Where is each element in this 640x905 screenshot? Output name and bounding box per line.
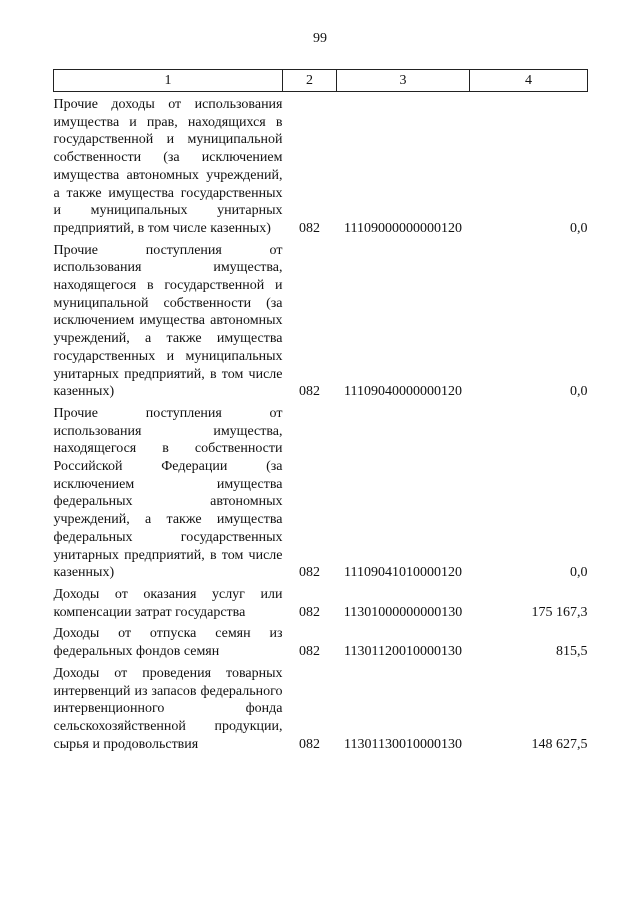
header-column-code: 2 — [283, 70, 337, 92]
row-amount: 0,0 — [570, 220, 588, 236]
row-amount: 0,0 — [570, 384, 588, 400]
row-name: Прочие поступления от использования имущества, находящегося в собственности Российской Федерации (за исключением имущества федеральных автономных учреждений, а также имущества федеральных государственных унитарных предприятий, в том числе казенных) — [53, 405, 283, 581]
table-body — [54, 92, 588, 757]
row-code: 082 — [299, 565, 320, 581]
row-name: Доходы от проведения товарных интервенций из запасов федерального интервенционного фонда сельскохозяйственной продукции, сырья и продовольствия — [53, 665, 283, 752]
row-name: Доходы от отпуска семян из федеральных фондов семян — [53, 626, 283, 660]
table-row — [54, 404, 588, 585]
row-kbk: 11109000000000120 — [344, 220, 462, 236]
row-kbk: 11301120010000130 — [344, 644, 462, 660]
table-header — [54, 70, 588, 92]
row-name: Прочие поступления от использования имущества, находящегося в государственной и муниципальной собственности (за исключением имущества автономных учреждений, а также имущества государственных и муниципальных унитарных предприятий, в том числе казенных) — [53, 242, 283, 400]
row-code: 082 — [299, 644, 320, 660]
table-row — [54, 664, 588, 757]
header-column-amount: 4 — [470, 70, 588, 92]
row-kbk: 11109041010000120 — [344, 565, 462, 581]
header-column-kbk: 3 — [337, 70, 470, 92]
header-row — [54, 70, 588, 92]
header-column-name: 1 — [54, 70, 283, 92]
row-name: Доходы от оказания услуг или компенсации затрат государства — [53, 586, 283, 620]
row-kbk: 11109040000000120 — [344, 384, 462, 400]
row-code: 082 — [299, 384, 320, 400]
row-amount: 175 167,3 — [531, 604, 588, 620]
row-kbk: 11301130010000130 — [344, 736, 462, 752]
table-row — [54, 585, 588, 624]
row-name: Прочие доходы от использования имущества и прав, находящихся в государственной и муниципальной собственности (за исключением имущества автономных учреждений, а также имущества государственных и муниципальных унитарных предприятий, в том числе казенных) — [53, 97, 283, 236]
page-number: 99 — [313, 31, 327, 46]
table-row — [54, 241, 588, 404]
row-code: 082 — [299, 604, 320, 620]
row-amount: 815,5 — [556, 644, 588, 660]
table-row — [54, 624, 588, 663]
table-row — [54, 92, 588, 241]
row-amount: 148 627,5 — [531, 736, 588, 752]
row-amount: 0,0 — [570, 565, 588, 581]
row-kbk: 11301000000000130 — [343, 604, 463, 620]
row-code: 082 — [299, 220, 320, 236]
row-code: 082 — [299, 736, 320, 752]
budget-table — [53, 69, 588, 756]
